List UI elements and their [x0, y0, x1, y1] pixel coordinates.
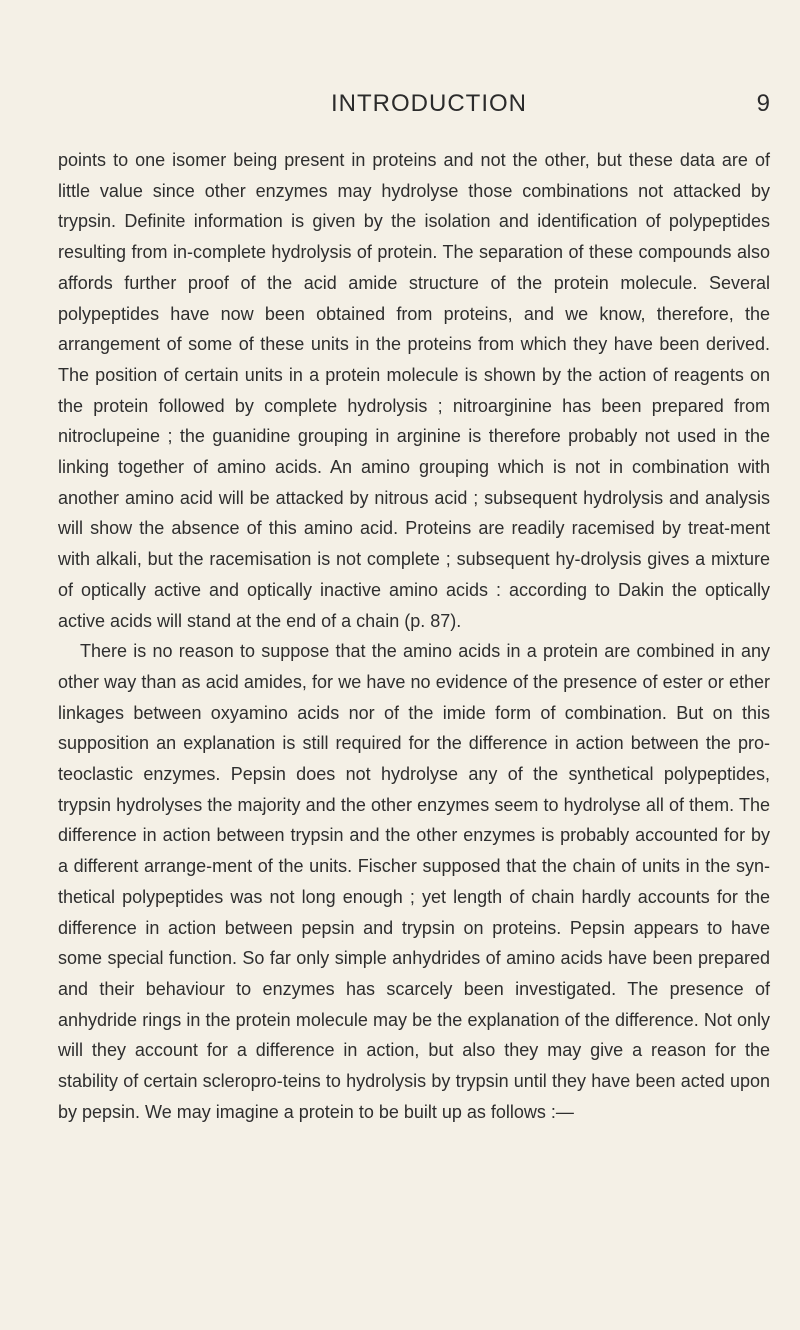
- running-header: [88, 90, 770, 130]
- body-text: [58, 145, 770, 1128]
- chapter-title: INTRODUCTION: [331, 90, 527, 117]
- page-number: 9: [756, 90, 770, 117]
- paragraph: There is no reason to suppose that the amino acids in a protein are combined in any other way than as acid amides, for we have no evidence of the presence of ester or ether linkages between oxyamino acids nor of the imide form of combination. But on this supposition an explanation is still required for the difference in action between the pro-teoclastic enzymes. Pepsin does not hydrolyse any of the synthetical polypeptides, trypsin hydrolyses the majority and the other enzymes seem to hydrolyse all of them. The difference in action between trypsin and the other enzymes is probably accounted for by a different arrange-ment of the units. Fischer supposed that the chain of units in the syn-thetical polypeptides was not long enough ; yet length of chain hardly accounts for the difference in action between pepsin and trypsin on proteins. Pepsin appears to have some special function. So far only simple anhydrides of amino acids have been prepared and their behaviour to enzymes has scarcely been investigated. The presence of anhydride rings in the protein molecule may be the explanation of the difference. Not only will they account for a difference in action, but also they may give a reason for the stability of certain scleropro-teins to hydrolysis by trypsin until they have been acted upon by pepsin. We may imagine a protein to be built up as follows :—: [58, 641, 770, 1122]
- paragraph: points to one isomer being present in proteins and not the other, but these data are of little value since other enzymes may hydrolyse those combinations not attacked by trypsin. Definite information is given by the isolation and identification of polypeptides resulting from in-complete hydrolysis of protein. The separation of these compounds also affords further proof of the acid amide structure of the protein molecule. Several polypeptides have now been obtained from proteins, and we know, therefore, the arrangement of some of these units in the proteins from which they have been derived. The position of certain units in a protein molecule is shown by the action of reagents on the protein followed by complete hydrolysis ; nitroarginine has been prepared from nitroclupeine ; the guanidine grouping in arginine is therefore probably not used in the linking together of amino acids. An amino grouping which is not in combination with another amino acid will be attacked by nitrous acid ; subsequent hydrolysis and analysis will show the absence of this amino acid. Proteins are readily racemised by treat-ment with alkali, but the racemisation is not complete ; subsequent hy-drolysis gives a mixture of optically active and optically inactive amino acids : according to Dakin the optically active acids will stand at the end of a chain (p. 87).: [58, 150, 770, 631]
